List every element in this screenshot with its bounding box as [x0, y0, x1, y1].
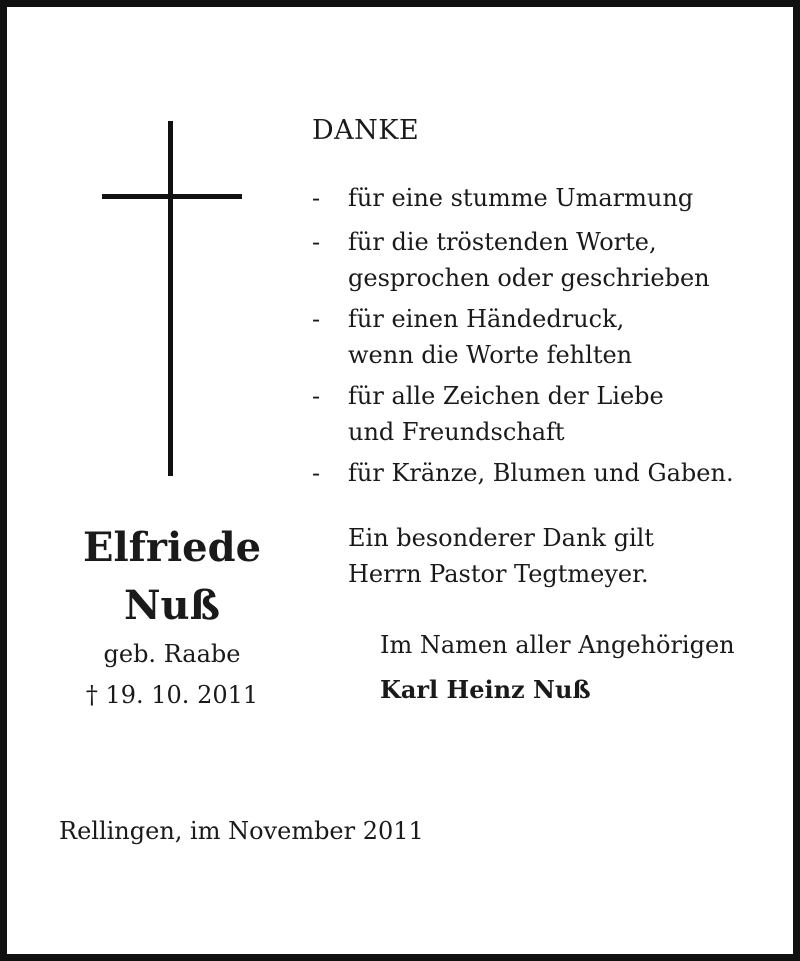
thanks-heading: DANKE: [312, 115, 420, 146]
thanks-item-line: gesprochen oder geschrieben: [348, 264, 710, 292]
thanks-item-line: wenn die Worte fehlten: [348, 341, 633, 369]
list-dash: -: [312, 184, 321, 212]
thanks-item-line: für die tröstenden Worte,: [348, 228, 657, 256]
cross-icon-crossbar: [102, 194, 242, 199]
special-thanks-line: Ein besonderer Dank gilt: [348, 524, 654, 552]
cross-icon: [168, 121, 173, 476]
thanks-item-line: und Freundschaft: [348, 418, 565, 446]
signature-intro: Im Namen aller Angehörigen: [380, 631, 735, 659]
list-dash: -: [312, 382, 321, 410]
list-dash: -: [312, 459, 321, 487]
signature-name: Karl Heinz Nuß: [380, 675, 591, 704]
deceased-last-name: Nuß: [123, 582, 221, 629]
thanks-item-line: für Kränze, Blumen und Gaben.: [348, 459, 734, 487]
thanks-item-line: für einen Händedruck,: [348, 305, 625, 333]
thanks-item-line: für alle Zeichen der Liebe: [348, 382, 664, 410]
thanks-item-line: für eine stumme Umarmung: [348, 184, 694, 212]
deceased-birth-name: geb. Raabe: [103, 640, 241, 668]
deceased-first-name: Elfriede: [82, 524, 262, 571]
list-dash: -: [312, 305, 321, 333]
place-date: Rellingen, im November 2011: [59, 817, 424, 845]
list-dash: -: [312, 228, 321, 256]
special-thanks-line: Herrn Pastor Tegtmeyer.: [348, 560, 649, 588]
special-thanks: [348, 520, 654, 592]
deceased-death-date: † 19. 10. 2011: [85, 681, 259, 709]
